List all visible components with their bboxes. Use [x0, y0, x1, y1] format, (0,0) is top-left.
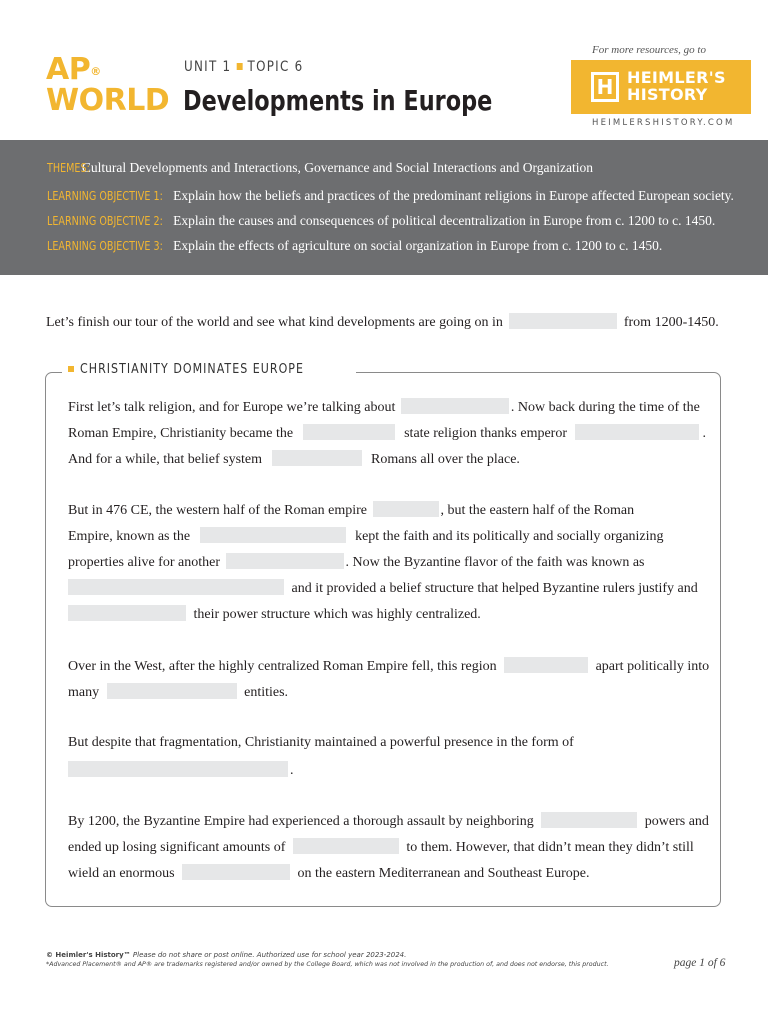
world-logo-text: WORLD	[46, 83, 170, 118]
objective-1-row	[47, 188, 734, 204]
intro-text-end: from 1200-1450.	[623, 315, 719, 330]
separator-square-icon	[237, 63, 243, 70]
blank-field[interactable]	[401, 398, 509, 414]
objective-3-label: LEARNING OBJECTIVE 3:	[47, 239, 163, 253]
blank-field[interactable]	[68, 579, 284, 595]
blank-field[interactable]	[68, 605, 186, 621]
objective-1-label: LEARNING OBJECTIVE 1:	[47, 189, 163, 203]
intro-line	[46, 313, 719, 331]
logo-wordmark: HEIMLER'S HISTORY	[627, 68, 726, 104]
blank-field[interactable]	[226, 553, 344, 569]
themes-label: THEMES:	[47, 161, 90, 175]
objective-3-text: Explain the effects of agriculture on social organization in Europe from c. 1200 to c. 1450.	[173, 238, 663, 253]
blank-field[interactable]	[303, 424, 395, 440]
text-line: many entities.	[68, 685, 289, 700]
title-square-icon	[68, 366, 74, 372]
text-line: Empire, known as the kept the faith and its politically and socially organizing	[68, 529, 664, 544]
blank-field[interactable]	[509, 313, 617, 329]
text-line: By 1200, the Byzantine Empire had experienced a thorough assault by neighboring powers and	[68, 814, 709, 829]
intro-text: Let’s finish our tour of the world and see what kind developments are going on in	[46, 315, 503, 330]
text-line: ended up losing significant amounts of to them. However, that didn’t mean they didn’t still	[68, 840, 694, 855]
copyright-notice: © Heimler's History™ Please do not share or post online. Authorized use for school year 2023-2024.	[46, 951, 407, 959]
text-line: Over in the West, after the highly centralized Roman Empire fell, this region apart politically into	[68, 659, 710, 674]
page-title: Developments in Europe	[183, 84, 493, 117]
trademark-notice: *Advanced Placement® and AP® are trademarks registered and/or owned by the College Board, which was not involved in the production of, and does not endorse, this product.	[46, 961, 609, 968]
blank-field[interactable]	[504, 657, 588, 673]
blank-field[interactable]	[107, 683, 237, 699]
page-number: page 1 of 6	[674, 957, 726, 969]
objective-2-text: Explain the causes and consequences of political decentralization in Europe from c. 1200 to c. 1450.	[173, 213, 716, 228]
text-line: and it provided a belief structure that helped Byzantine rulers justify and	[68, 579, 698, 597]
section-title: CHRISTIANITY DOMINATES EUROPE	[62, 362, 356, 377]
themes-row	[47, 160, 593, 176]
objectives-banner	[0, 140, 768, 275]
blank-field[interactable]	[373, 501, 439, 517]
h-logo-icon: H	[591, 72, 619, 102]
blank-field[interactable]	[182, 864, 290, 880]
blank-field[interactable]	[200, 527, 346, 543]
more-resources-text: For more resources, go to	[592, 44, 706, 56]
objective-2-row	[47, 213, 715, 229]
text-line: But despite that fragmentation, Christianity maintained a powerful presence in the form of	[68, 735, 574, 750]
text-line: Roman Empire, Christianity became the state religion thanks emperor .	[68, 426, 707, 441]
objective-3-row	[47, 238, 662, 254]
unit-topic-label: UNIT 1 TOPIC 6	[184, 59, 304, 75]
ap-logo-text: AP®	[46, 52, 101, 87]
text-line: And for a while, that belief system Romans all over the place.	[68, 452, 520, 467]
heimlers-history-logo[interactable]	[571, 60, 751, 114]
blank-field[interactable]	[575, 424, 699, 440]
text-line: properties alive for another . Now the Byzantine flavor of the faith was known as	[68, 555, 645, 570]
text-line: .	[68, 761, 294, 779]
objective-2-label: LEARNING OBJECTIVE 2:	[47, 214, 163, 228]
text-line: wield an enormous on the eastern Mediterranean and Southeast Europe.	[68, 866, 590, 881]
site-link[interactable]: HEIMLERSHISTORY.COM	[592, 118, 735, 128]
blank-field[interactable]	[68, 761, 288, 777]
text-line: But in 476 CE, the western half of the Roman empire , but the eastern half of the Roman	[68, 503, 635, 518]
blank-field[interactable]	[541, 812, 637, 828]
themes-text: Cultural Developments and Interactions, Governance and Social Interactions and Organization	[81, 160, 593, 175]
text-line: their power structure which was highly centralized.	[68, 605, 481, 623]
blank-field[interactable]	[293, 838, 399, 854]
blank-field[interactable]	[272, 450, 362, 466]
text-line: First let’s talk religion, and for Europe we’re talking about . Now back during the time of the	[68, 400, 700, 415]
objective-1-text: Explain how the beliefs and practices of the predominant religions in Europe affected European society.	[173, 188, 734, 203]
